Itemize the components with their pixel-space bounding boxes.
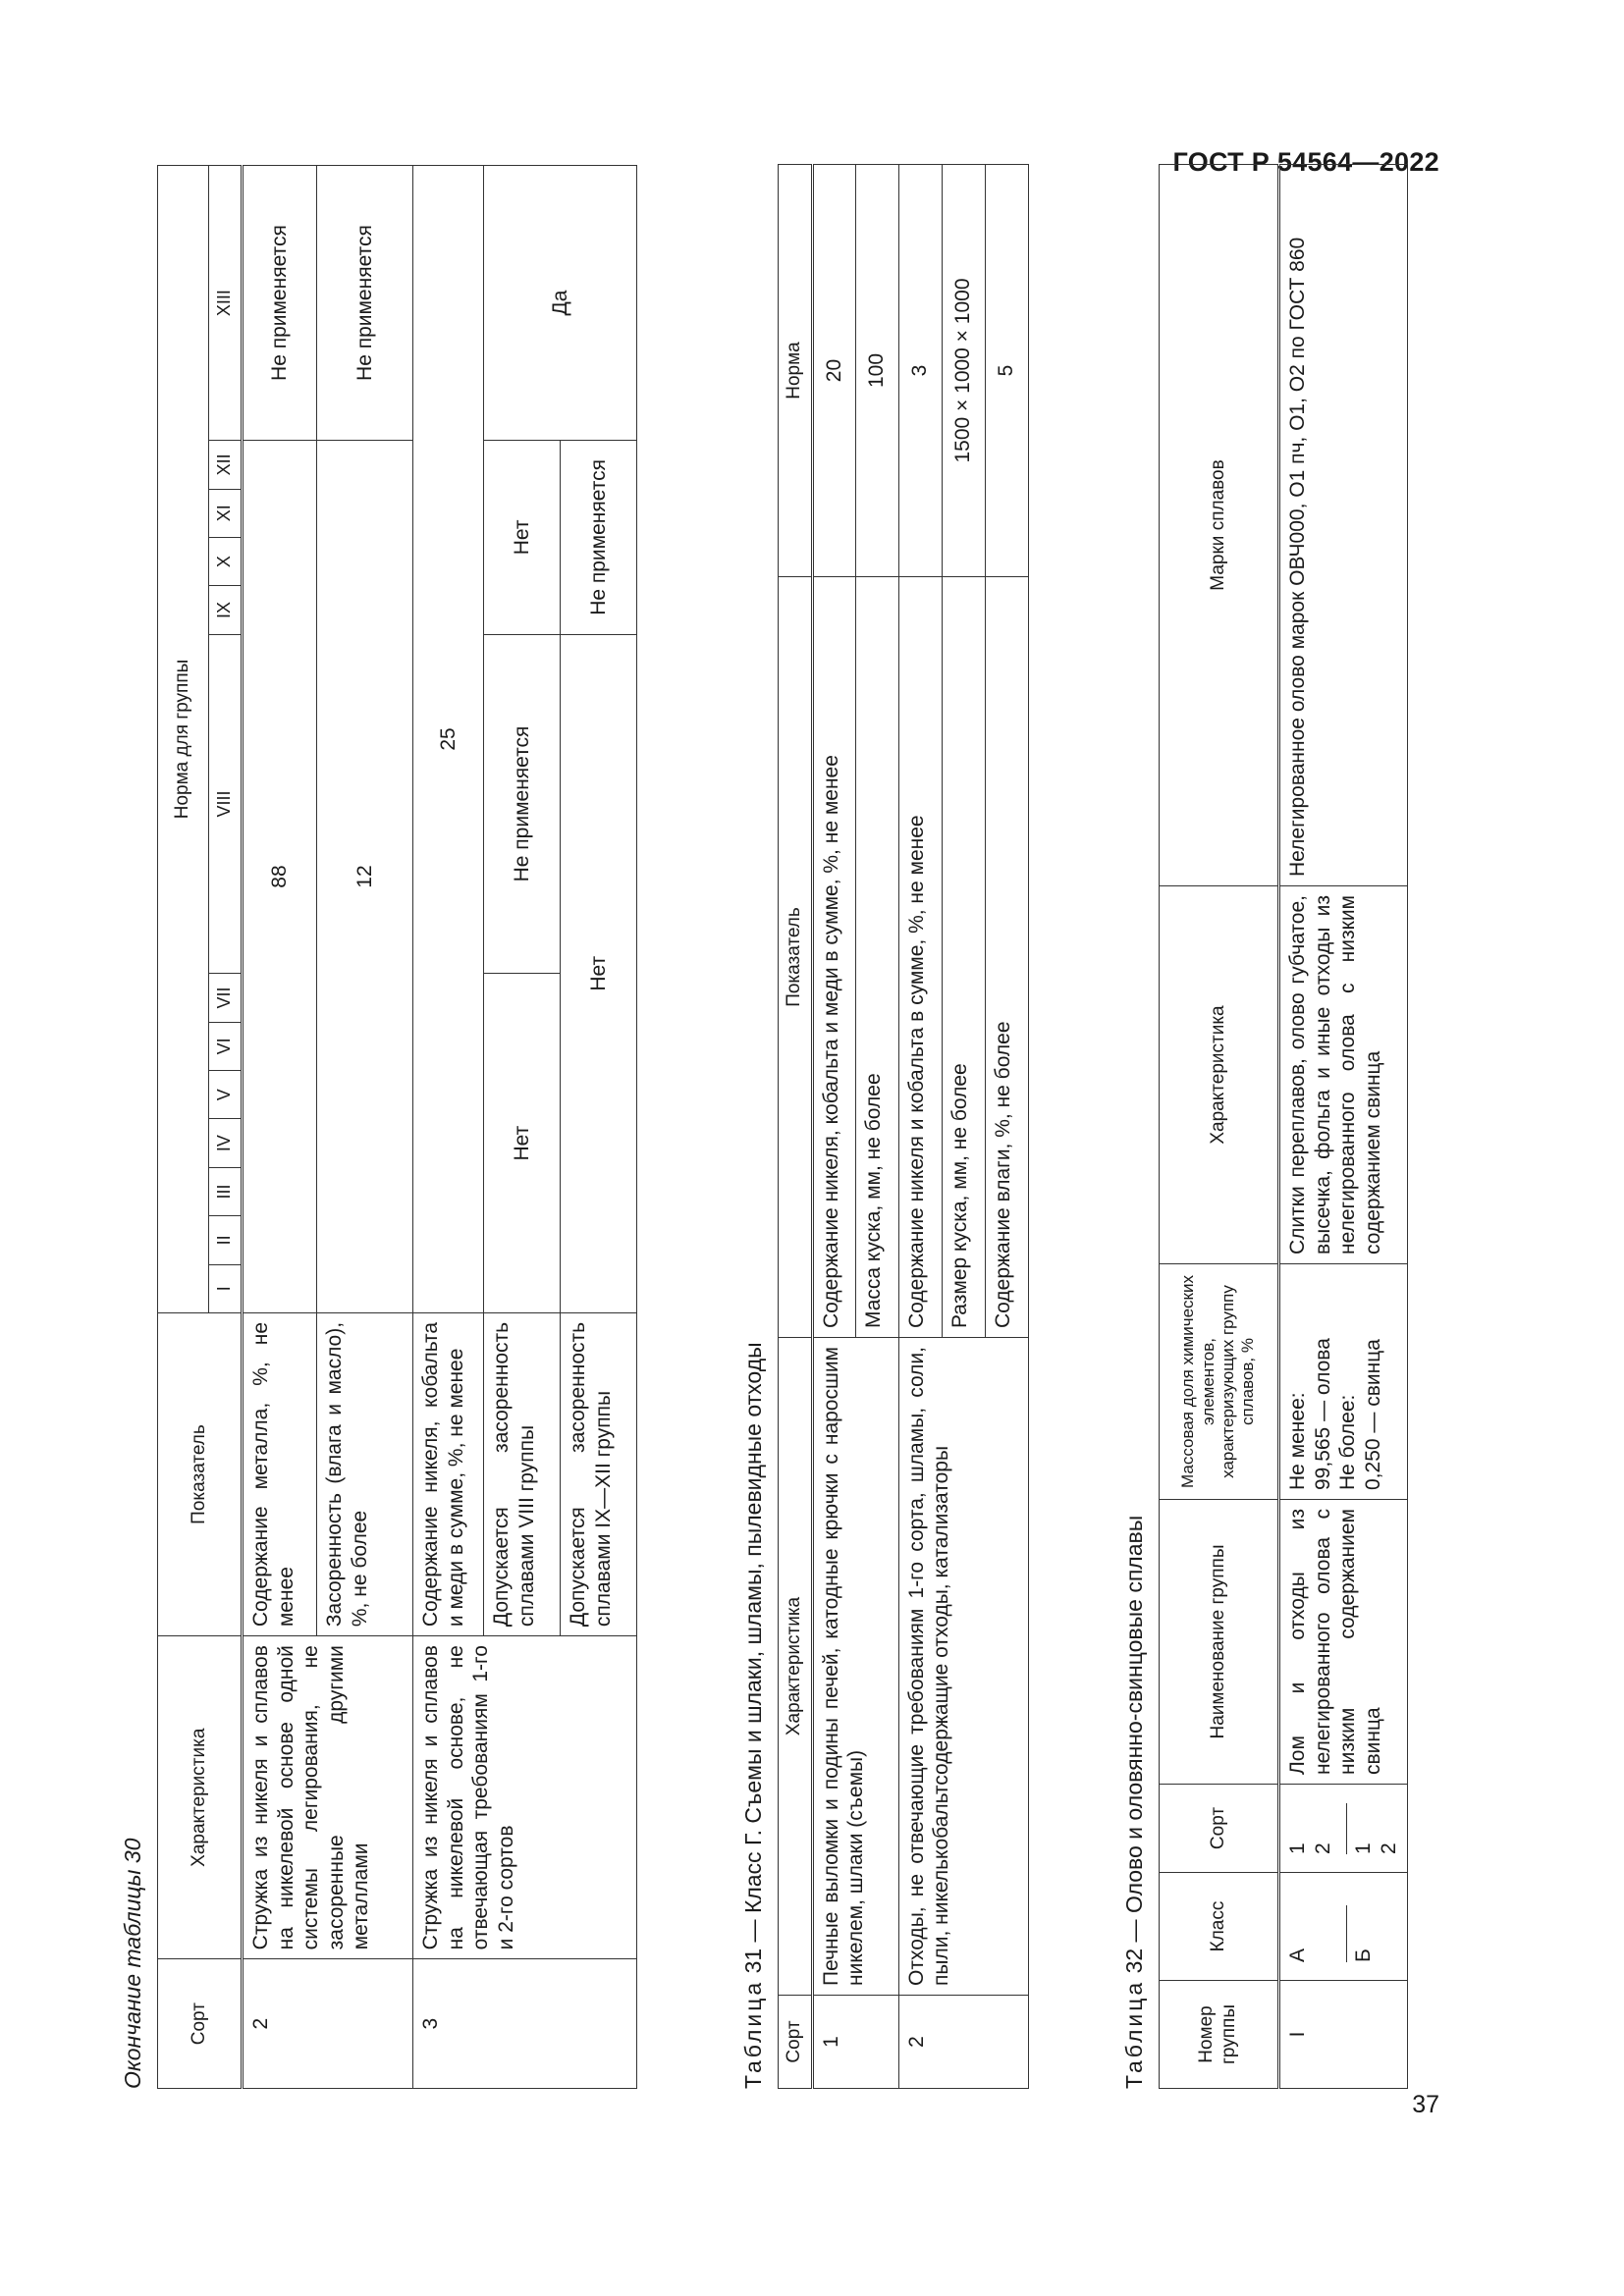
- table31-r2-v2: 1500 × 1000 × 1000: [942, 165, 985, 577]
- table32-h-num: Номер группы: [1160, 1981, 1279, 2089]
- table32: [1159, 164, 1408, 2089]
- standard-header: ГОСТ Р 54564—2022: [1172, 147, 1439, 177]
- table30-r2-sort: 2: [243, 1959, 413, 2089]
- table31-h-char: Характеристика: [779, 1338, 813, 1996]
- table31-block: [736, 164, 1029, 2089]
- table30-block: [116, 165, 637, 2089]
- table30: [157, 165, 637, 2089]
- table30-r3-v3a: Нет: [561, 634, 637, 1312]
- table32-h-char: Характеристика: [1160, 886, 1279, 1264]
- group-IX: IX: [209, 586, 243, 634]
- table32-h-name: Наименование группы: [1160, 1500, 1279, 1785]
- table31-header-row: [779, 165, 813, 2089]
- table31-r1-char: Печные выломки и подины печей, катодные крючки с наросшим никелем, шлаки (съемы): [812, 1338, 898, 1996]
- table30-r3-v1: 25: [413, 166, 484, 1313]
- table31-r2-char: Отходы, не отвечающие требованиям 1-го сорта, шламы, соли, пыли, никелькобальтсодержащие отходы, катализаторы: [898, 1338, 1028, 1996]
- table32-r1-num: I: [1279, 1981, 1408, 2089]
- table-row: [812, 165, 855, 2089]
- table-row: [898, 165, 942, 2089]
- table30-r3-ind3: Допускается засоренность сплавами IX—XII группы: [561, 1312, 637, 1635]
- table32-r1-class-a: А: [1279, 1873, 1342, 1981]
- table31-caption-word: Таблица: [740, 1979, 766, 2089]
- group-X: X: [209, 537, 243, 585]
- table30-r2-ind2: Засоренность (влага и масло), %, не более: [317, 1312, 413, 1635]
- table31-h-sort: Сорт: [779, 1996, 813, 2089]
- table-row: [413, 166, 484, 2089]
- table31-caption: [736, 164, 778, 2089]
- table30-header-row: [158, 166, 209, 2089]
- table32-h-mass: Массовая доля химических элементов, характеризующих группу сплавов, %: [1160, 1264, 1279, 1500]
- group-XI: XI: [209, 489, 243, 537]
- table32-caption: [1117, 164, 1159, 2089]
- table30-caption: Окончание таблицы 30: [120, 1838, 145, 2089]
- table31-r2-ind3: Содержание влаги, %, не более: [985, 577, 1028, 1338]
- table32-r1-mass: Не менее: 99,565 — олова Не более: 0,250 — свинца: [1279, 1264, 1408, 1500]
- table30-r2-v2b: Не применяется: [317, 166, 413, 441]
- table32-header-row: [1160, 165, 1279, 2089]
- table32-h-marks: Марки сплавов: [1160, 165, 1279, 886]
- table32-r1-name: Лом и отходы из нелегированного олова с низким содержанием свинца: [1279, 1500, 1408, 1785]
- table32-caption-text: 32 — Олово и оловянно-свинцовые сплавы: [1121, 1515, 1147, 1974]
- table30-h-ind: Показатель: [158, 1312, 243, 1635]
- table31-r2-ind2: Размер куска, мм, не более: [942, 577, 985, 1338]
- table31-r2-sort: 2: [898, 1996, 1028, 2089]
- table-row: [1279, 165, 1342, 2089]
- table30-r3-ind1: Содержание никеля, кобальта и меди в сумме, %, не менее: [413, 1312, 484, 1635]
- table32-block: [1117, 164, 1408, 2089]
- table31-caption-text: 31 — Класс Г. Съемы и шлаки, шламы, пылевидные отходы: [740, 1342, 766, 1974]
- table32-r1-sort-b2: 2: [1377, 1842, 1400, 1854]
- table30-r2-v1b: Не применяется: [243, 166, 317, 441]
- group-I: I: [209, 1264, 243, 1312]
- table30-r3-ind2: Допускается засоренность сплавами VIII группы: [484, 1312, 561, 1635]
- table30-r3-v2d: Да: [484, 166, 637, 441]
- table32-caption-word: Таблица: [1121, 1979, 1147, 2089]
- table32-r1-sort-a: [1279, 1785, 1342, 1873]
- table31-r1-v1: 20: [812, 165, 855, 577]
- table30-r2-char: Стружка из никеля и сплавов на никелевой основе одной системы легирования, не засоренные другими металлами: [243, 1636, 413, 1959]
- group-IV: IV: [209, 1119, 243, 1167]
- table31-h-ind: Показатель: [779, 577, 813, 1338]
- table30-r3-v2a: Нет: [484, 974, 561, 1313]
- table31-h-norm: Норма: [779, 165, 813, 577]
- table30-h-char: Характеристика: [158, 1636, 243, 1959]
- table31: [778, 164, 1029, 2089]
- table32-r1-sort-a1: 1: [1286, 1842, 1309, 1854]
- table31-r1-ind1: Содержание никеля, кобальта и меди в сумме, %, не менее: [812, 577, 855, 1338]
- table32-r1-sort-b: [1342, 1785, 1408, 1873]
- table30-r2-v1a: 88: [243, 441, 317, 1313]
- table-row: [243, 166, 317, 2089]
- group-III: III: [209, 1167, 243, 1215]
- table32-r1-class-b-cell: [1342, 1873, 1408, 1981]
- table31-r1-v2: 100: [855, 165, 898, 577]
- table32-r1-sort-b1: 1: [1346, 1803, 1377, 1854]
- group-XII: XII: [209, 441, 243, 489]
- table31-r1-sort: 1: [812, 1996, 898, 2089]
- table31-r1-ind2: Масса куска, мм, не более: [855, 577, 898, 1338]
- group-VII: VII: [209, 974, 243, 1022]
- table32-r1-marks: Нелегированное олово марок ОВЧ000, О1 пч, О1, О2 по ГОСТ 860: [1279, 165, 1408, 886]
- table31-r2-v3: 5: [985, 165, 1028, 577]
- group-V: V: [209, 1071, 243, 1119]
- table30-r3-sort: 3: [413, 1959, 637, 2089]
- table32-r1-sort-a2: 2: [1312, 1842, 1335, 1854]
- table31-r2-ind1: Содержание никеля и кобальта в сумме, %, не менее: [898, 577, 942, 1338]
- table30-h-sort: Сорт: [158, 1959, 243, 2089]
- table30-r3-v3b: Не применяется: [561, 441, 637, 635]
- rotated-content: [116, 165, 1445, 2089]
- group-VIII: VIII: [209, 634, 243, 974]
- page-number: 37: [1412, 2091, 1439, 2118]
- table30-r3-char: Стружка из никеля и сплавов на никелевой основе, не отвечающая требованиям 1-го и 2-го сортов: [413, 1636, 637, 1959]
- table31-r2-v1: 3: [898, 165, 942, 577]
- table32-h-sort: Сорт: [1160, 1785, 1279, 1873]
- group-XIII: XIII: [209, 166, 243, 441]
- group-II: II: [209, 1216, 243, 1264]
- table30-r3-v2c: Нет: [484, 441, 561, 635]
- table32-r1-char: Слитки переплавов, олово губчатое, высечка, фольга и иные отходы из нелегированного олова с низким содержанием свинца: [1279, 886, 1408, 1264]
- table30-h-norm: Норма для группы: [158, 166, 209, 1313]
- table32-h-class: Класс: [1160, 1873, 1279, 1981]
- table30-r2-ind1: Содержание металла, %, не менее: [243, 1312, 317, 1635]
- group-VI: VI: [209, 1022, 243, 1070]
- table30-r3-v2b: Не применяется: [484, 634, 561, 974]
- table30-r2-v2a: 12: [317, 441, 413, 1313]
- table32-r1-class-b: Б: [1346, 1905, 1377, 1962]
